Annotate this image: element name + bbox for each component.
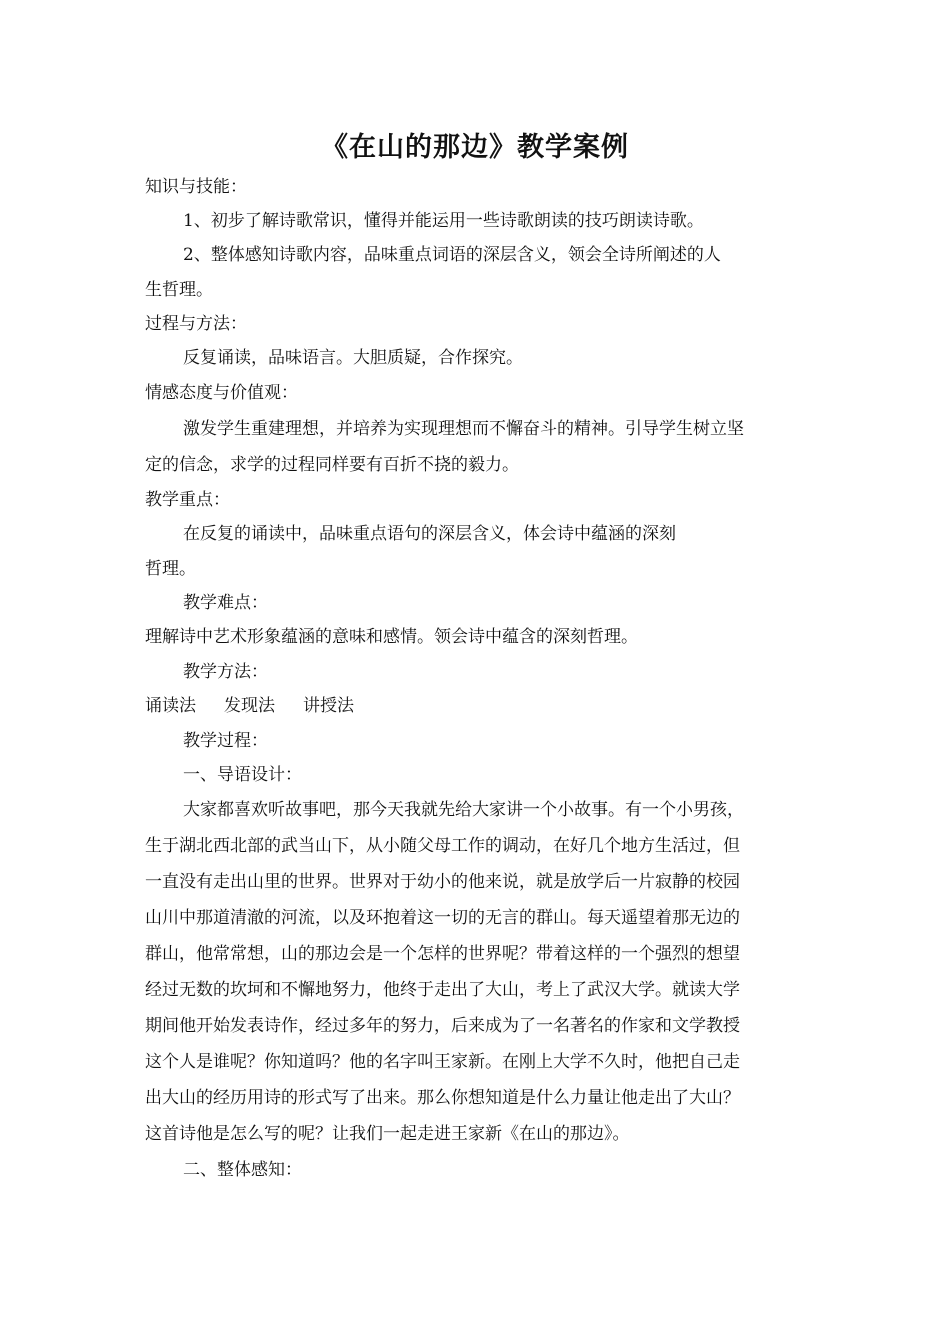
difficulty-heading: 教学难点： [183,593,268,613]
intro-paragraph-line: 群山，他常常想，山的那边会是一个怎样的世界呢？带着这样的一个强烈的想望 [145,944,740,964]
method-item: 诵读法 [145,696,196,716]
knowledge-item-2-line-2: 生哲理。 [145,280,213,300]
emotion-text-line-2: 定的信念，求学的过程同样要有百折不挠的毅力。 [145,455,519,475]
emotion-heading: 情感态度与价值观： [145,383,298,403]
method-item: 讲授法 [303,696,354,716]
intro-paragraph-line: 这首诗他是怎么写的呢？让我们一起走进王家新《在山的那边》。 [145,1124,630,1144]
intro-paragraph-line: 大家都喜欢听故事吧，那今天我就先给大家讲一个小故事。有一个小男孩， [183,800,744,820]
method-item: 发现法 [224,696,275,716]
intro-paragraph-line: 这个人是谁呢？你知道吗？他的名字叫王家新。在刚上大学不久时，他把自己走 [145,1052,740,1072]
process-heading: 过程与方法： [145,314,247,334]
procedure-heading: 教学过程： [183,731,268,751]
knowledge-heading: 知识与技能： [145,177,247,197]
focus-text-line-2: 哲理。 [145,559,196,579]
intro-paragraph-line: 出大山的经历用诗的形式写了出来。那么你想知道是什么力量让他走出了大山？ [145,1088,740,1108]
intro-paragraph-line: 生于湖北西北部的武当山下，从小随父母工作的调动，在好几个地方生活过，但 [145,836,740,856]
document-title: 《在山的那边》教学案例 [321,132,629,163]
emotion-text-line-1: 激发学生重建理想，并培养为实现理想而不懈奋斗的精神。引导学生树立坚 [183,419,744,439]
focus-text-line-1: 在反复的诵读中，品味重点语句的深层含义，体会诗中蕴涵的深刻 [183,524,676,544]
method-heading: 教学方法： [183,662,268,682]
difficulty-text: 理解诗中艺术形象蕴涵的意味和感情。领会诗中蕴含的深刻哲理。 [145,627,638,647]
focus-heading: 教学重点： [145,490,230,510]
knowledge-item-2-line-1: 2、整体感知诗歌内容，品味重点词语的深层含义，领会全诗所阐述的人 [183,245,721,265]
overall-heading: 二、整体感知： [183,1160,302,1180]
intro-heading: 一、导语设计： [183,765,302,785]
process-text: 反复诵读，品味语言。大胆质疑，合作探究。 [183,348,523,368]
intro-paragraph-line: 一直没有走出山里的世界。世界对于幼小的他来说，就是放学后一片寂静的校园 [145,872,740,892]
intro-paragraph-line: 经过无数的坎坷和不懈地努力，他终于走出了大山，考上了武汉大学。就读大学 [145,980,740,1000]
method-list [145,694,382,718]
knowledge-item-1: 1、初步了解诗歌常识，懂得并能运用一些诗歌朗读的技巧朗读诗歌。 [183,211,704,231]
intro-paragraph-line: 期间他开始发表诗作，经过多年的努力，后来成为了一名著名的作家和文学教授 [145,1016,740,1036]
intro-paragraph-line: 山川中那道清澈的河流，以及环抱着这一切的无言的群山。每天遥望着那无边的 [145,908,740,928]
